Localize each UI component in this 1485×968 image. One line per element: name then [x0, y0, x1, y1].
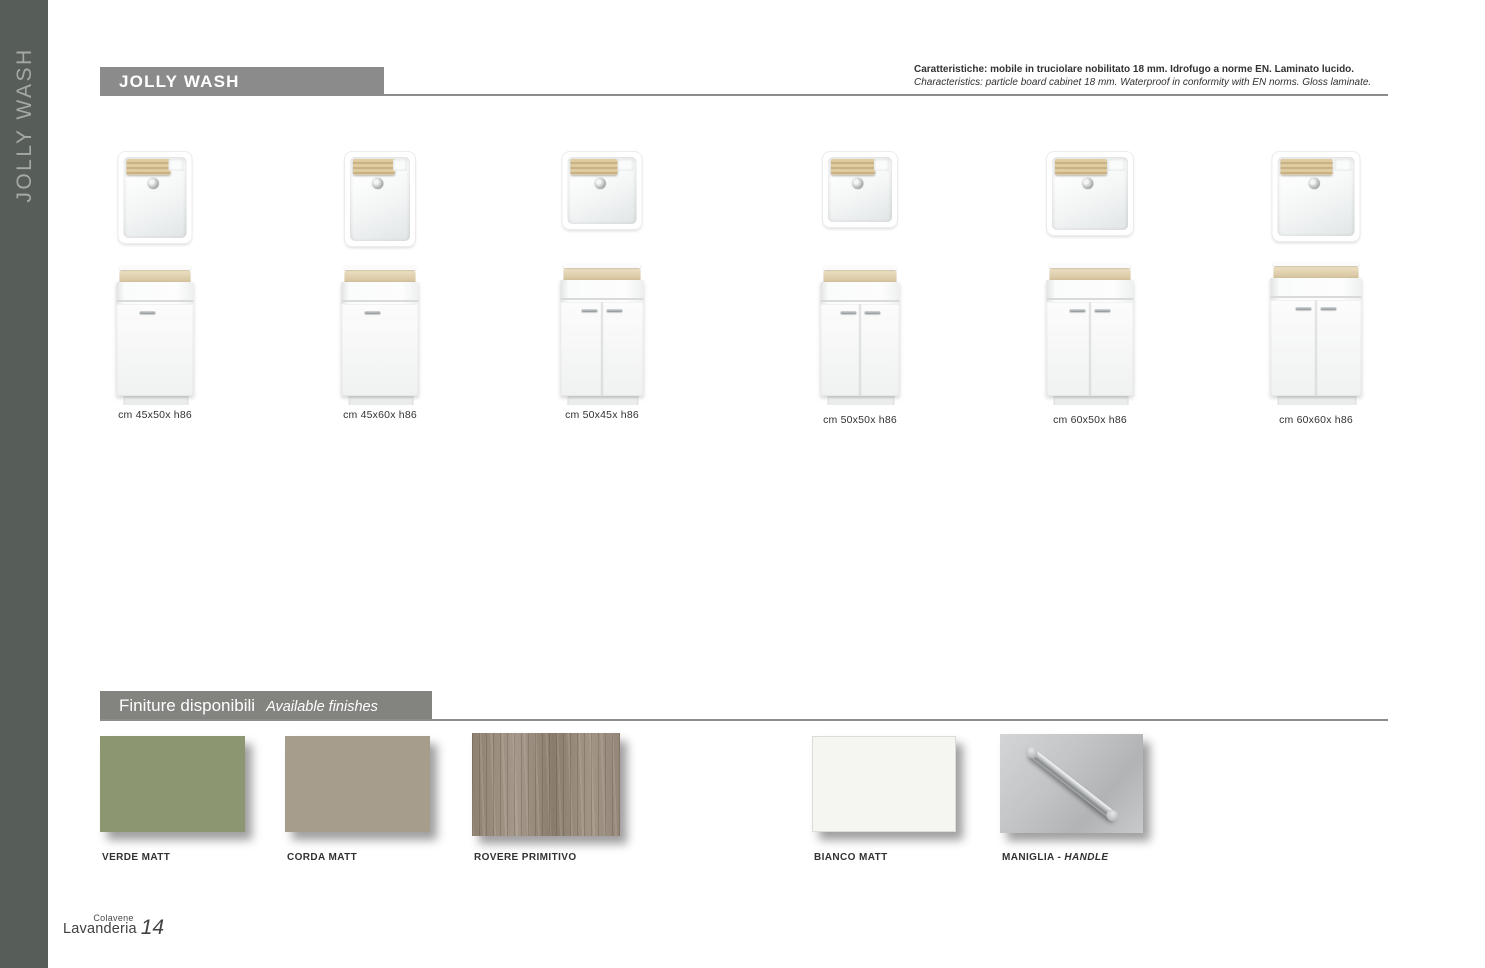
washboard — [127, 159, 171, 175]
brand-colavene: Colavene — [93, 913, 134, 923]
cabinet-front-panel — [1271, 278, 1362, 298]
cabinet-top-surface — [1274, 265, 1359, 278]
cabinet-front-panel — [342, 282, 419, 302]
cabinet-door-left — [561, 302, 602, 396]
page-number: 14 — [140, 916, 165, 939]
cabinet-front-panel — [821, 282, 900, 302]
soap-dish — [618, 159, 634, 171]
soap-dish — [393, 159, 407, 171]
door-handle — [864, 311, 880, 314]
door-handle — [840, 311, 856, 314]
footer — [63, 913, 165, 939]
door-handle — [1321, 307, 1337, 310]
sink-cabinet — [821, 265, 900, 405]
product-dimensions-label: cm 45x50x h86 — [118, 409, 192, 421]
drain-icon — [372, 178, 383, 189]
finishes-rule — [100, 719, 1388, 721]
handle-icon — [1026, 747, 1117, 821]
sink-top-view — [1273, 152, 1360, 241]
product-column-50x50 — [785, 150, 935, 430]
cabinet-doors — [821, 304, 900, 396]
product-column-50x45 — [527, 150, 677, 430]
cabinet-door-left — [1271, 300, 1316, 396]
finish-swatch-verde-matt — [100, 736, 245, 832]
characteristics-note-english: Characteristics: particle board cabinet 18 mm. Waterproof in conformity with EN norms. Gloss laminate. — [914, 76, 1372, 88]
cabinet-door-left — [821, 304, 860, 396]
cabinet-body — [561, 280, 644, 396]
product-column-45x60 — [305, 150, 455, 430]
cabinet-doors — [117, 304, 194, 396]
finish-swatch-bianco-matt — [812, 736, 956, 832]
cabinet-plinth — [124, 396, 189, 405]
cabinet-body — [1047, 280, 1134, 396]
drain-icon — [1082, 178, 1093, 189]
cabinet-door — [117, 304, 194, 396]
door-handle — [1094, 309, 1110, 312]
product-dimensions-label: cm 50x50x h86 — [823, 414, 897, 426]
cabinet-doors — [1271, 300, 1362, 396]
door-handle — [1070, 309, 1086, 312]
cabinet-door-right — [860, 304, 900, 396]
finish-label-bianco-matt: BIANCO MATT — [814, 852, 888, 863]
drain-icon — [147, 178, 158, 189]
cabinet-front-panel — [1047, 280, 1134, 300]
product-dimensions-label: cm 50x45x h86 — [565, 409, 639, 421]
finish-label-corda-matt: CORDA MATT — [287, 852, 358, 863]
cabinet-front-panel — [117, 282, 194, 302]
drain-icon — [852, 178, 863, 189]
cabinet-body — [1271, 278, 1362, 396]
soap-dish — [1108, 159, 1125, 171]
door-handle — [140, 311, 156, 314]
cabinet-front-panel — [561, 280, 644, 300]
cabinet-door-right — [1090, 302, 1134, 396]
door-handle — [1295, 307, 1311, 310]
finish-label-verde-matt: VERDE MATT — [102, 852, 171, 863]
sink-top-view — [119, 152, 192, 243]
door-handle — [582, 309, 598, 312]
finishes-title-bar — [100, 691, 432, 721]
finish-label-rovere-primitivo: ROVERE PRIMITIVO — [474, 852, 577, 863]
section-title: JOLLY WASH — [119, 71, 240, 91]
product-column-60x60 — [1241, 150, 1391, 430]
finish-swatch-corda-matt — [285, 736, 430, 832]
finishes-title-italian: Finiture disponibili — [119, 696, 256, 715]
cabinet-plinth — [349, 396, 414, 405]
washboard — [1281, 159, 1333, 175]
cabinet-top-surface — [345, 269, 416, 282]
cabinet-plinth — [1054, 396, 1129, 405]
soap-dish — [169, 159, 184, 171]
sink-cabinet — [1047, 263, 1134, 405]
product-column-60x50 — [1015, 150, 1165, 430]
cabinet-body — [117, 282, 194, 396]
finish-swatch-rovere-primitivo — [472, 733, 620, 836]
washboard — [353, 159, 395, 175]
product-dimensions-label: cm 60x50x h86 — [1053, 414, 1127, 426]
washboard — [1055, 159, 1107, 175]
sink-cabinet — [1271, 261, 1362, 405]
door-handle — [365, 311, 381, 314]
section-title-bar — [100, 67, 384, 96]
cabinet-body — [821, 282, 900, 396]
characteristics-note — [914, 64, 1371, 89]
sidebar — [0, 0, 48, 968]
product-column-45x50 — [80, 150, 230, 430]
product-dimensions-label: cm 45x60x h86 — [343, 409, 417, 421]
cabinet-doors — [342, 304, 419, 396]
sink-top-view — [563, 152, 642, 229]
cabinet-top-surface — [1050, 267, 1131, 280]
cabinet-door-right — [1316, 300, 1362, 396]
soap-dish — [1334, 159, 1351, 171]
door-handle — [606, 309, 622, 312]
finishes-title-english: Available finishes — [266, 699, 378, 715]
cabinet-top-surface — [564, 267, 641, 280]
sink-cabinet — [342, 265, 419, 405]
header-rule — [100, 94, 1388, 96]
cabinet-door-right — [602, 302, 644, 396]
sidebar-vertical-title: JOLLY WASH — [13, 47, 36, 203]
washboard — [571, 159, 618, 175]
sink-top-view — [1047, 152, 1133, 235]
sink-top-view — [345, 152, 415, 246]
cabinet-plinth — [1278, 396, 1357, 405]
finish-swatch-maniglia — [1000, 734, 1143, 833]
cabinet-door-left — [1047, 302, 1090, 396]
cabinet-doors — [1047, 302, 1134, 396]
characteristics-note-italian: Caratteristiche: mobile in truciolare nobilitato 18 mm. Idrofugo a norme EN. Laminato lucido. — [914, 64, 1355, 75]
cabinet-doors — [561, 302, 644, 396]
cabinet-top-surface — [824, 269, 897, 282]
cabinet-door — [342, 304, 419, 396]
finish-label-maniglia: MANIGLIA - HANDLE — [1002, 852, 1109, 863]
cabinet-plinth — [568, 396, 639, 405]
cabinet-top-surface — [120, 269, 191, 282]
cabinet-body — [342, 282, 419, 396]
washboard — [831, 159, 875, 175]
sink-cabinet — [117, 265, 194, 405]
drain-icon — [1308, 178, 1319, 189]
brand-lavanderia: Lavanderia — [63, 921, 137, 937]
soap-dish — [874, 159, 889, 171]
sink-top-view — [823, 152, 897, 227]
product-dimensions-label: cm 60x60x h86 — [1279, 414, 1353, 426]
brand-logo — [63, 913, 137, 936]
drain-icon — [594, 178, 605, 189]
sink-cabinet — [561, 263, 644, 405]
cabinet-plinth — [828, 396, 895, 405]
